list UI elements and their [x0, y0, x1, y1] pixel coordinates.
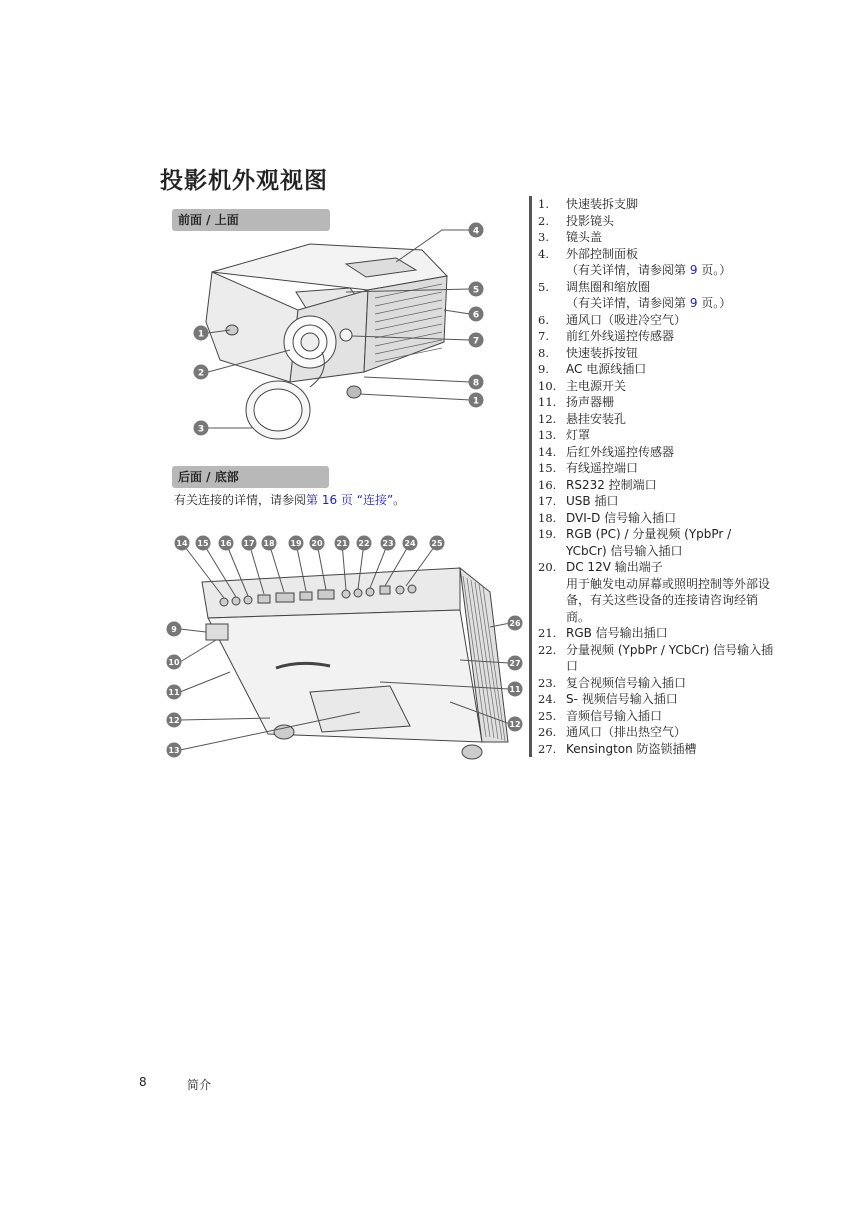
callout-label: 25	[431, 539, 443, 548]
callout-label: 12	[509, 720, 521, 729]
front-projector-figure	[160, 222, 500, 447]
note-prefix: 有关连接的详情，请参阅	[174, 493, 307, 507]
callout-label: 1	[472, 396, 480, 407]
page-number: 8	[139, 1075, 147, 1089]
callout-label: 6	[472, 310, 480, 321]
list-item: 17. USB 插口	[538, 494, 619, 508]
list-item: 21. RGB 信号输出插口	[538, 626, 668, 640]
callout-label: 23	[382, 539, 394, 548]
list-item: 19. RGB (PC) / 分量视频 (YpbPr / YCbCr) 信号输入插口	[538, 527, 732, 558]
callout-label: 22	[358, 539, 370, 548]
list-item: 6. 通风口（吸进冷空气）	[538, 312, 687, 327]
callout-label: 8	[472, 378, 480, 389]
callout-label: 20	[311, 539, 323, 548]
page-link[interactable]: 9	[689, 263, 698, 277]
list-item: 23. 复合视频信号输入插口	[538, 675, 687, 690]
power-socket-graphic	[206, 624, 228, 640]
callout-label: 24	[404, 539, 416, 548]
callout-label: 13	[168, 746, 180, 755]
callout-label: 1	[197, 329, 205, 340]
list-item: 15. 有线遥控端口	[538, 461, 639, 475]
footer-section: 简介	[187, 1078, 212, 1092]
ir-sensor-graphic	[340, 329, 352, 341]
rear-foot-right	[462, 745, 482, 759]
callout-label: 9	[171, 625, 177, 634]
callout-label: 11	[168, 688, 180, 697]
callout-label: 26	[509, 619, 521, 628]
callout-label: 12	[168, 716, 180, 725]
note-suffix: 。	[393, 493, 406, 507]
list-item: 2. 投影镜头	[538, 213, 615, 228]
callout-label: 10	[168, 658, 180, 667]
callout-label: 21	[336, 539, 348, 548]
page-link[interactable]: 9	[689, 296, 698, 310]
callout-label: 7	[472, 336, 480, 347]
list-item: 8. 快速装拆按钮	[538, 345, 639, 360]
rear-projector-figure	[160, 532, 530, 772]
callout-label: 4	[472, 226, 480, 237]
connection-page-link[interactable]: 第 16 页 “连接”	[306, 493, 394, 507]
foot-right	[347, 386, 361, 398]
callout-label: 19	[290, 539, 302, 548]
list-item: 20. DC 12V 输出端子 用于触发电动屏幕或照明控制等外部设备，有关这些设备的连接请咨询经销商。	[538, 560, 771, 624]
list-item: 1. 快速装拆支脚	[538, 197, 639, 211]
list-item: 10. 主电源开关	[538, 378, 627, 393]
callout-label: 3	[197, 424, 205, 435]
list-item: 14. 后红外线遥控传感器	[538, 444, 675, 459]
callout-label: 11	[509, 685, 521, 694]
list-item: 12. 悬挂安装孔	[538, 411, 627, 426]
list-item: 18. DVI-D 信号输入插口	[538, 510, 677, 525]
list-item: 11. 扬声器栅	[538, 395, 615, 409]
page-title: 投影机外观视图	[160, 168, 328, 194]
callout-label: 5	[472, 285, 480, 296]
callout-label: 17	[243, 539, 255, 548]
callout-label: 16	[220, 539, 232, 548]
list-item: 4. 外部控制面板 （有关详情，请参阅第 9 页。）	[538, 246, 732, 277]
list-item: 27. Kensington 防盗锁插槽	[538, 741, 697, 756]
connection-note	[174, 491, 405, 508]
callout-label: 27	[509, 659, 521, 668]
list-item: 24. S- 视频信号输入插口	[538, 692, 678, 706]
list-item: 16. RS232 控制端口	[538, 477, 657, 492]
callout-label: 18	[263, 539, 275, 548]
list-item: 26. 通风口（排出热空气）	[538, 725, 687, 739]
list-item: 25. 音频信号输入插口	[538, 708, 663, 723]
list-item: 13. 灯罩	[538, 428, 591, 442]
callout-label: 15	[197, 539, 209, 548]
callout-label: 2	[197, 368, 205, 379]
list-item: 22. 分量视频 (YpbPr / YCbCr) 信号输入插口	[538, 642, 774, 673]
list-item: 9. AC 电源线插口	[538, 362, 647, 376]
component-list	[529, 196, 774, 757]
callout-label: 14	[176, 539, 188, 548]
projector-left-face	[206, 272, 298, 382]
list-item: 3. 镜头盖	[538, 230, 603, 244]
list-item: 7. 前红外线遥控传感器	[538, 329, 675, 343]
list-item: 5. 调焦圈和缩放圈 （有关详情，请参阅第 9 页。）	[538, 279, 732, 310]
section-header-rear: 后面 / 底部	[172, 466, 329, 488]
section-header-front: 前面 / 上面	[172, 209, 330, 231]
rear-foot-left	[274, 725, 294, 739]
